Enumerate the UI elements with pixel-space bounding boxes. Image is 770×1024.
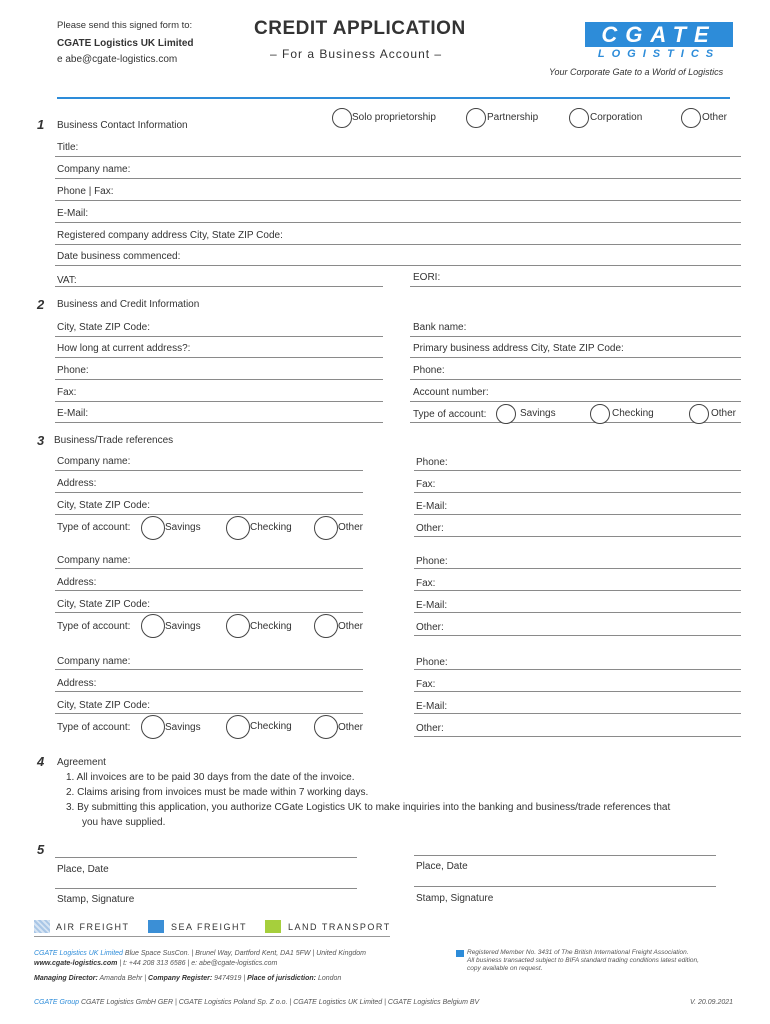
label-account-number: Account number: <box>413 387 489 398</box>
agreement-item-3-cont: you have supplied. <box>82 817 166 828</box>
footer-contact-line: www.cgate-logistics.com | t: +44 208 313 6586 | e: abe@cgate-logistics.com <box>34 960 278 967</box>
field-place-date-right[interactable] <box>414 855 716 856</box>
label-city-zip: City, State ZIP Code: <box>57 322 151 333</box>
cgate-logo: CGATE LOGISTICS <box>585 22 733 60</box>
field-city-zip[interactable] <box>55 336 383 337</box>
section-1-title: Business Contact Information <box>57 120 188 131</box>
ref2-label-savings: Savings <box>165 621 201 632</box>
field-date-commenced[interactable] <box>55 265 741 266</box>
ref3-field-company[interactable] <box>55 669 363 670</box>
ref1-label-fax: Fax: <box>416 479 436 490</box>
ref2-label-checking: Checking <box>250 621 292 632</box>
agreement-item-1: 1. All invoices are to be paid 30 days from the date of the invoice. <box>66 772 355 783</box>
air-freight-swatch <box>34 920 50 933</box>
ref2-label-account-type: Type of account: <box>57 621 131 632</box>
field-place-date-left[interactable] <box>55 857 357 858</box>
ref2-label-other: Other <box>338 621 364 632</box>
legend-land: LAND TRANSPORT <box>288 922 391 932</box>
ref3-radio-other[interactable] <box>314 715 338 739</box>
label-email-s2: E-Mail: <box>57 408 89 419</box>
label-phone-fax: Phone | Fax: <box>57 186 114 197</box>
field-primary-address[interactable] <box>410 357 741 358</box>
label-s2-checking: Checking <box>612 408 654 419</box>
header-divider <box>57 97 730 99</box>
ref1-field-phone[interactable] <box>414 470 741 471</box>
land-transport-swatch <box>265 920 281 933</box>
ref1-field-email[interactable] <box>414 514 741 515</box>
footer-company-line: CGATE Logistics UK Limited Blue Space SusCon. | Brunel Way, Dartford Kent, DA1 5FW | United Kingdom <box>34 950 367 957</box>
ref2-field-city[interactable] <box>55 612 363 613</box>
ref2-label-phone: Phone: <box>416 556 448 567</box>
field-phone-fax[interactable] <box>55 200 741 201</box>
ref3-field-city[interactable] <box>55 713 363 714</box>
entity-label-other: Other <box>702 112 728 123</box>
ref3-label-other: Other <box>338 722 364 733</box>
ref2-radio-checking[interactable] <box>226 614 250 638</box>
entity-label-corporation: Corporation <box>590 112 643 123</box>
field-how-long[interactable] <box>55 357 383 358</box>
radio-s2-savings[interactable] <box>496 404 516 424</box>
ref3-label-address: Address: <box>57 678 97 689</box>
tagline: Your Corporate Gate to a World of Logistics <box>549 67 724 77</box>
ref2-field-company[interactable] <box>55 568 363 569</box>
ref1-radio-checking[interactable] <box>226 516 250 540</box>
label-s2-other: Other <box>711 408 737 419</box>
page-subtitle: – For a Business Account – <box>270 47 443 61</box>
label-date-commenced: Date business commenced: <box>57 251 181 262</box>
ref2-label-company: Company name: <box>57 555 131 566</box>
ref1-field-other[interactable] <box>414 536 741 537</box>
label-account-type: Type of account: <box>413 409 487 420</box>
ref1-label-company: Company name: <box>57 456 131 467</box>
ref3-label-city: City, State ZIP Code: <box>57 700 151 711</box>
ref1-label-savings: Savings <box>165 522 201 533</box>
label-company-name: Company name: <box>57 164 131 175</box>
field-registered-address[interactable] <box>55 244 741 245</box>
entity-label-solo: Solo proprietorship <box>352 112 436 123</box>
ref1-field-fax[interactable] <box>414 492 741 493</box>
field-phone-s2[interactable] <box>55 379 383 380</box>
ref2-field-phone[interactable] <box>414 568 741 569</box>
ref3-field-email[interactable] <box>414 713 741 714</box>
field-fax-s2[interactable] <box>55 401 383 402</box>
sea-freight-swatch <box>148 920 164 933</box>
section-1-number: 1 <box>37 117 45 132</box>
ref1-label-email: E-Mail: <box>416 501 448 512</box>
ref1-field-address[interactable] <box>55 492 363 493</box>
ref3-field-other[interactable] <box>414 736 741 737</box>
label-eori: EORI: <box>413 272 441 283</box>
ref2-label-other-field: Other: <box>416 622 444 633</box>
label-vat: VAT: <box>57 275 77 286</box>
field-email[interactable] <box>55 222 741 223</box>
ref1-label-other: Other <box>338 522 364 533</box>
ref2-field-email[interactable] <box>414 612 741 613</box>
ref1-field-company[interactable] <box>55 470 363 471</box>
footer-version: V. 20.09.2021 <box>690 999 734 1006</box>
label-primary-address: Primary business address City, State ZIP Code: <box>413 343 624 354</box>
field-bank-name[interactable] <box>410 336 741 337</box>
radio-corporation[interactable] <box>569 108 589 128</box>
page-title: CREDIT APPLICATION <box>254 18 466 39</box>
section-4-title: Agreement <box>57 757 106 768</box>
section-3-number: 3 <box>37 433 45 448</box>
ref3-radio-savings[interactable] <box>141 715 165 739</box>
ref2-label-city: City, State ZIP Code: <box>57 599 151 610</box>
footer-group-line: CGATE Group CGATE Logistics GmbH GER | CGATE Logistics Poland Sp. Z o.o. | CGATE Logistics UK Limited | CGATE Logistics Belgium BV <box>34 999 480 1006</box>
header-email: e abe@cgate-logistics.com <box>57 54 178 65</box>
legend-sea: SEA FREIGHT <box>171 922 248 932</box>
field-company-name[interactable] <box>55 178 741 179</box>
ref1-label-city: City, State ZIP Code: <box>57 500 151 511</box>
field-account-type-line <box>410 422 741 423</box>
label-bank-phone: Phone: <box>413 365 445 376</box>
ref1-label-account-type: Type of account: <box>57 522 131 533</box>
label-fax-s2: Fax: <box>57 387 77 398</box>
legend-air: AIR FREIGHT <box>56 922 130 932</box>
ref1-label-checking: Checking <box>250 522 292 533</box>
label-place-date-left: Place, Date <box>57 864 109 875</box>
ref1-label-phone: Phone: <box>416 457 448 468</box>
radio-other[interactable] <box>681 108 701 128</box>
legend-divider <box>34 936 390 937</box>
bifa-mark-icon <box>456 950 464 957</box>
section-2-number: 2 <box>37 297 45 312</box>
field-eori[interactable] <box>410 286 741 287</box>
field-bank-phone[interactable] <box>410 379 741 380</box>
ref3-label-other-field: Other: <box>416 723 444 734</box>
field-stamp-left[interactable] <box>55 888 357 889</box>
field-title[interactable] <box>55 156 741 157</box>
ref3-radio-checking[interactable] <box>226 715 250 739</box>
radio-partnership[interactable] <box>466 108 486 128</box>
label-s2-savings: Savings <box>520 408 556 419</box>
label-stamp-left: Stamp, Signature <box>57 894 135 905</box>
section-3-title: Business/Trade references <box>54 435 174 446</box>
send-to-label: Please send this signed form to: <box>57 20 193 31</box>
ref3-label-checking: Checking <box>250 721 292 732</box>
section-4-number: 4 <box>37 754 45 769</box>
ref3-field-address[interactable] <box>55 691 363 692</box>
ref3-label-fax: Fax: <box>416 679 436 690</box>
header-company: CGATE Logistics UK Limited <box>57 38 194 49</box>
label-phone-s2: Phone: <box>57 365 89 376</box>
ref3-label-company: Company name: <box>57 656 131 667</box>
label-how-long: How long at current address?: <box>57 343 191 354</box>
agreement-item-2: 2. Claims arising from invoices must be made within 7 working days. <box>66 787 369 798</box>
ref1-label-address: Address: <box>57 478 97 489</box>
ref2-field-other[interactable] <box>414 635 741 636</box>
field-stamp-right[interactable] <box>414 886 716 887</box>
label-bank-name: Bank name: <box>413 322 467 333</box>
ref3-field-phone[interactable] <box>414 669 741 670</box>
ref3-field-fax[interactable] <box>414 691 741 692</box>
agreement-item-3: 3. By submitting this application, you authorize CGate Logistics UK to make inquiries into the banking and business/trade references that <box>66 802 671 813</box>
footer-director-line: Managing Director: Amanda Behr | Company Register: 9474919 | Place of jurisdiction: London <box>34 975 342 982</box>
label-registered-address: Registered company address City, State ZIP Code: <box>57 230 283 241</box>
radio-s2-other[interactable] <box>689 404 709 424</box>
ref2-label-fax: Fax: <box>416 578 436 589</box>
ref2-radio-savings[interactable] <box>141 614 165 638</box>
footer-registration: Registered Member No. 3431 of The British International Freight Association. All business transacted subject to BIFA standard trading conditions latest edition, copy available on request. <box>467 949 699 972</box>
ref3-label-phone: Phone: <box>416 657 448 668</box>
ref1-label-other-field: Other: <box>416 523 444 534</box>
ref2-radio-other[interactable] <box>314 614 338 638</box>
ref3-label-email: E-Mail: <box>416 701 448 712</box>
ref1-field-city[interactable] <box>55 514 363 515</box>
entity-label-partnership: Partnership <box>487 112 539 123</box>
field-account-number[interactable] <box>410 401 741 402</box>
ref2-label-email: E-Mail: <box>416 600 448 611</box>
ref1-radio-savings[interactable] <box>141 516 165 540</box>
radio-solo-proprietorship[interactable] <box>332 108 352 128</box>
ref3-label-savings: Savings <box>165 722 201 733</box>
ref3-label-account-type: Type of account: <box>57 722 131 733</box>
ref2-field-fax[interactable] <box>414 590 741 591</box>
field-email-s2[interactable] <box>55 422 383 423</box>
ref2-field-address[interactable] <box>55 590 363 591</box>
section-5-number: 5 <box>37 842 45 857</box>
section-2-title: Business and Credit Information <box>57 299 200 310</box>
radio-s2-checking[interactable] <box>590 404 610 424</box>
field-vat[interactable] <box>55 286 383 287</box>
label-title: Title: <box>57 142 79 153</box>
ref1-radio-other[interactable] <box>314 516 338 540</box>
label-place-date-right: Place, Date <box>416 861 468 872</box>
ref2-label-address: Address: <box>57 577 97 588</box>
label-stamp-right: Stamp, Signature <box>416 893 494 904</box>
label-email: E-Mail: <box>57 208 89 219</box>
